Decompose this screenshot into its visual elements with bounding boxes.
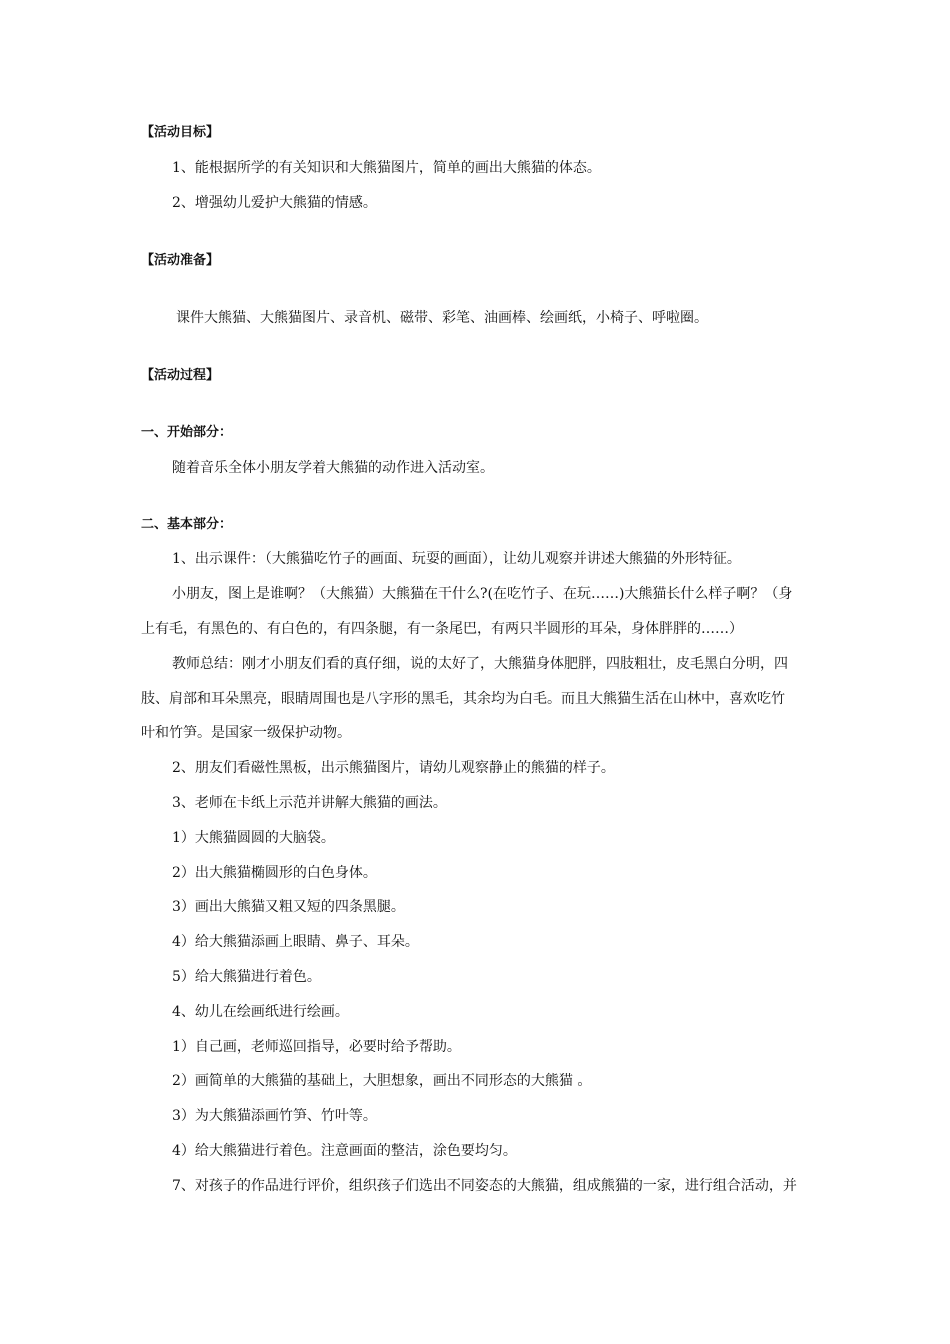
paragraph-line: 2）画简单的大熊猫的基础上，大胆想象，画出不同形态的大熊猫 。 xyxy=(172,1073,592,1089)
paragraph-line: 4）给大熊猫进行着色。注意画面的整洁，涂色要均匀。 xyxy=(172,1143,517,1159)
process-heading: 【活动过程】 xyxy=(141,368,220,383)
goals-heading: 【活动目标】 xyxy=(141,125,220,140)
paragraph-line: 4）给大熊猫添画上眼睛、鼻子、耳朵。 xyxy=(172,934,419,950)
preparation-heading: 【活动准备】 xyxy=(141,253,220,268)
paragraph-line: 1）自己画，老师巡回指导，必要时给予帮助。 xyxy=(172,1039,461,1055)
goal-item-2: 2、增强幼儿爱护大熊猫的情感。 xyxy=(172,195,377,211)
paragraph-line: 1、出示课件：（大熊猫吃竹子的画面、玩耍的画面），让幼儿观察并讲述大熊猫的外形特征。 xyxy=(172,551,741,567)
part1-text: 随着音乐全体小朋友学着大熊猫的动作进入活动室。 xyxy=(172,460,494,476)
paragraph-line: 教师总结：刚才小朋友们看的真仔细，说的太好了，大熊猫身体肥胖，四肢粗壮，皮毛黑白分明，四 xyxy=(172,656,788,672)
paragraph-line: 叶和竹笋。是国家一级保护动物。 xyxy=(141,725,351,741)
paragraph-line: 4、幼儿在绘画纸进行绘画。 xyxy=(172,1004,349,1020)
part1-heading: 一、开始部分： xyxy=(141,425,233,440)
paragraph-line: 5）给大熊猫进行着色。 xyxy=(172,969,321,985)
paragraph-line: 3）为大熊猫添画竹笋、竹叶等。 xyxy=(172,1108,377,1124)
paragraph-line: 2、朋友们看磁性黑板，出示熊猫图片，请幼儿观察静止的熊猫的样子。 xyxy=(172,760,615,776)
paragraph-line: 7、对孩子的作品进行评价，组织孩子们选出不同姿态的大熊猫，组成熊猫的一家，进行组合活动，并 xyxy=(172,1178,797,1194)
preparation-text: 课件大熊猫、大熊猫图片、录音机、磁带、彩笔、油画棒、绘画纸，小椅子、呼啦圈。 xyxy=(176,310,708,326)
paragraph-line: 3）画出大熊猫又粗又短的四条黑腿。 xyxy=(172,899,405,915)
paragraph-line: 肢、肩部和耳朵黑亮，眼睛周围也是八字形的黑毛，其余均为白毛。而且大熊猫生活在山林中，喜欢吃竹 xyxy=(141,691,785,707)
paragraph-line: 上有毛，有黑色的、有白色的，有四条腿，有一条尾巴，有两只半圆形的耳朵，身体胖胖的……） xyxy=(141,621,743,637)
paragraph-line: 1）大熊猫圆圆的大脑袋。 xyxy=(172,830,335,846)
goal-item-1: 1、能根据所学的有关知识和大熊猫图片，简单的画出大熊猫的体态。 xyxy=(172,160,601,176)
paragraph-line: 3、老师在卡纸上示范并讲解大熊猫的画法。 xyxy=(172,795,447,811)
paragraph-line: 2）出大熊猫椭圆形的白色身体。 xyxy=(172,865,377,881)
paragraph-line: 小朋友，图上是谁啊？（大熊猫）大熊猫在干什么?(在吃竹子、在玩……)大熊猫长什么样子啊？（身 xyxy=(172,586,793,602)
part2-heading: 二、基本部分： xyxy=(141,517,233,532)
